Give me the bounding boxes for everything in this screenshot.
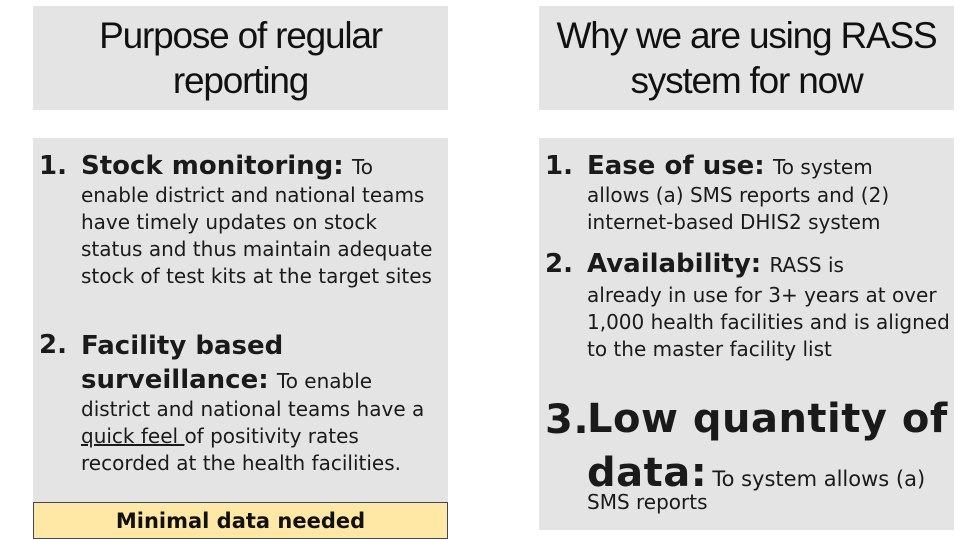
left-title — [33, 6, 448, 110]
item-heading-bold-1: Facility based — [81, 331, 284, 361]
item-lead: To system — [772, 155, 873, 179]
item-body-pre: district and national teams have a — [81, 397, 425, 421]
item-heading — [81, 150, 444, 183]
minimal-data-note — [33, 502, 448, 539]
item-lead: To — [351, 155, 374, 179]
item-number: 2. — [39, 330, 67, 360]
item-heading-bold-2: data: — [587, 450, 708, 496]
item-heading-bold-2: surveillance: — [81, 365, 269, 395]
right-title — [539, 6, 954, 110]
item-body — [81, 396, 444, 477]
item-heading — [587, 396, 950, 504]
item-heading — [587, 248, 950, 281]
right-title-text: Why we are using RASS system for now — [556, 15, 937, 101]
item-body: already in use for 3+ years at over 1,000 health facilities and is aligned to the master facility list — [587, 283, 950, 361]
item-heading-bold-1: Low quantity of — [587, 396, 948, 442]
left-title-text: Purpose of regular reporting — [99, 15, 382, 101]
item-body: SMS reports — [587, 490, 708, 514]
item-body-underlined: quick feel — [81, 424, 185, 448]
item-body: allows (a) SMS reports and (2) internet-based DHIS2 system — [587, 183, 890, 234]
left-panel — [33, 138, 448, 539]
item-number: 2. — [545, 249, 573, 279]
right-panel — [539, 138, 954, 530]
minimal-data-note-text: Minimal data needed — [115, 508, 366, 533]
item-body-post: of positivity rates recorded at the health facilities. — [81, 424, 401, 475]
item-lead: RASS is — [769, 253, 844, 277]
item-number: 3. — [545, 397, 590, 443]
item-heading-bold: Ease of use: — [587, 151, 765, 181]
item-number: 1. — [545, 151, 573, 181]
item-lead: To system allows (a) — [712, 467, 926, 491]
item-heading-bold: Availability: — [587, 249, 762, 279]
item-body: enable district and national teams have timely updates on stock status and thus maintain adequate stock of test kits at the target sites — [81, 183, 433, 288]
item-number: 1. — [39, 151, 67, 181]
item-heading — [81, 329, 444, 398]
item-lead: To enable — [276, 369, 373, 393]
item-heading-bold: Stock monitoring: — [81, 151, 344, 181]
item-heading — [587, 150, 950, 183]
